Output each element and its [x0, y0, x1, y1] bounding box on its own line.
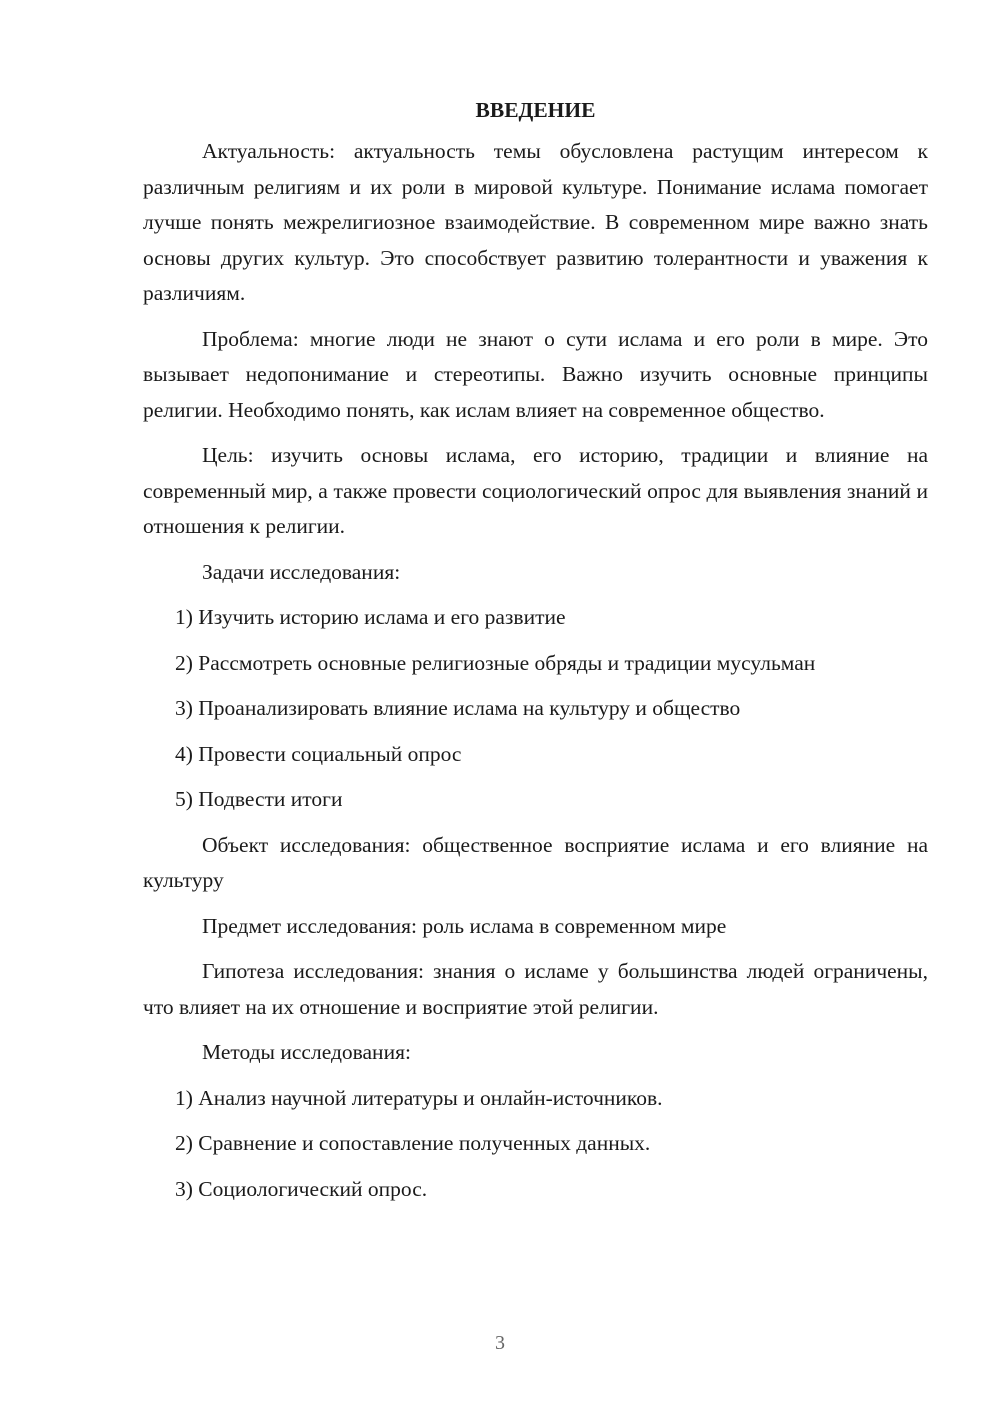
methods-heading: Методы исследования: — [202, 1040, 411, 1064]
tasks-heading: Задачи исследования: — [202, 559, 401, 584]
document-body — [143, 92, 928, 1217]
goal-paragraph: Цель: изучить основы ислама, его историю, традиции и влияние на современный мир, а также провести социологический опрос для выявления знаний и отношения к религии. — [143, 443, 928, 538]
page-number: 3 — [495, 1332, 505, 1354]
method-item: 1) Анализ научной литературы и онлайн-источников. — [175, 1085, 663, 1110]
relevance-paragraph: Актуальность: актуальность темы обусловлена растущим интересом к различным религиям и их роли в мировой культуре. Понимание ислама помогает лучше понять межрелигиозное взаимодействие. В современном мире важно знать основы других культур. Это способствует развитию толерантности и уважения к различиям. — [143, 139, 928, 305]
object-paragraph: Объект исследования: общественное восприятие ислама и его влияние на культуру — [143, 832, 928, 892]
subject-paragraph: Предмет исследования: роль ислама в современном мире — [202, 913, 727, 938]
task-item: 4) Провести социальный опрос — [175, 741, 462, 766]
task-item: 3) Проанализировать влияние ислама на культуру и общество — [175, 696, 741, 720]
section-title: ВВЕДЕНИЕ — [475, 98, 596, 122]
method-item: 2) Сравнение и сопоставление полученных данных. — [175, 1131, 651, 1155]
problem-paragraph: Проблема: многие люди не знают о сути ислама и его роли в мире. Это вызывает недопонимание и стереотипы. Важно изучить основные принципы религии. Необходимо понять, как ислам влияет на современное общество. — [143, 326, 928, 422]
hypothesis-paragraph: Гипотеза исследования: знания о исламе у большинства людей ограничены, что влияет на их отношение и восприятие этой религии. — [143, 959, 928, 1019]
method-item: 3) Социологический опрос. — [175, 1176, 428, 1201]
methods-list — [143, 1081, 928, 1208]
task-item: 2) Рассмотреть основные религиозные обряды и традиции мусульман — [175, 650, 816, 675]
task-item: 5) Подвести итоги — [175, 787, 343, 811]
task-item: 1) Изучить историю ислама и его развитие — [175, 605, 566, 629]
tasks-list — [143, 600, 928, 818]
